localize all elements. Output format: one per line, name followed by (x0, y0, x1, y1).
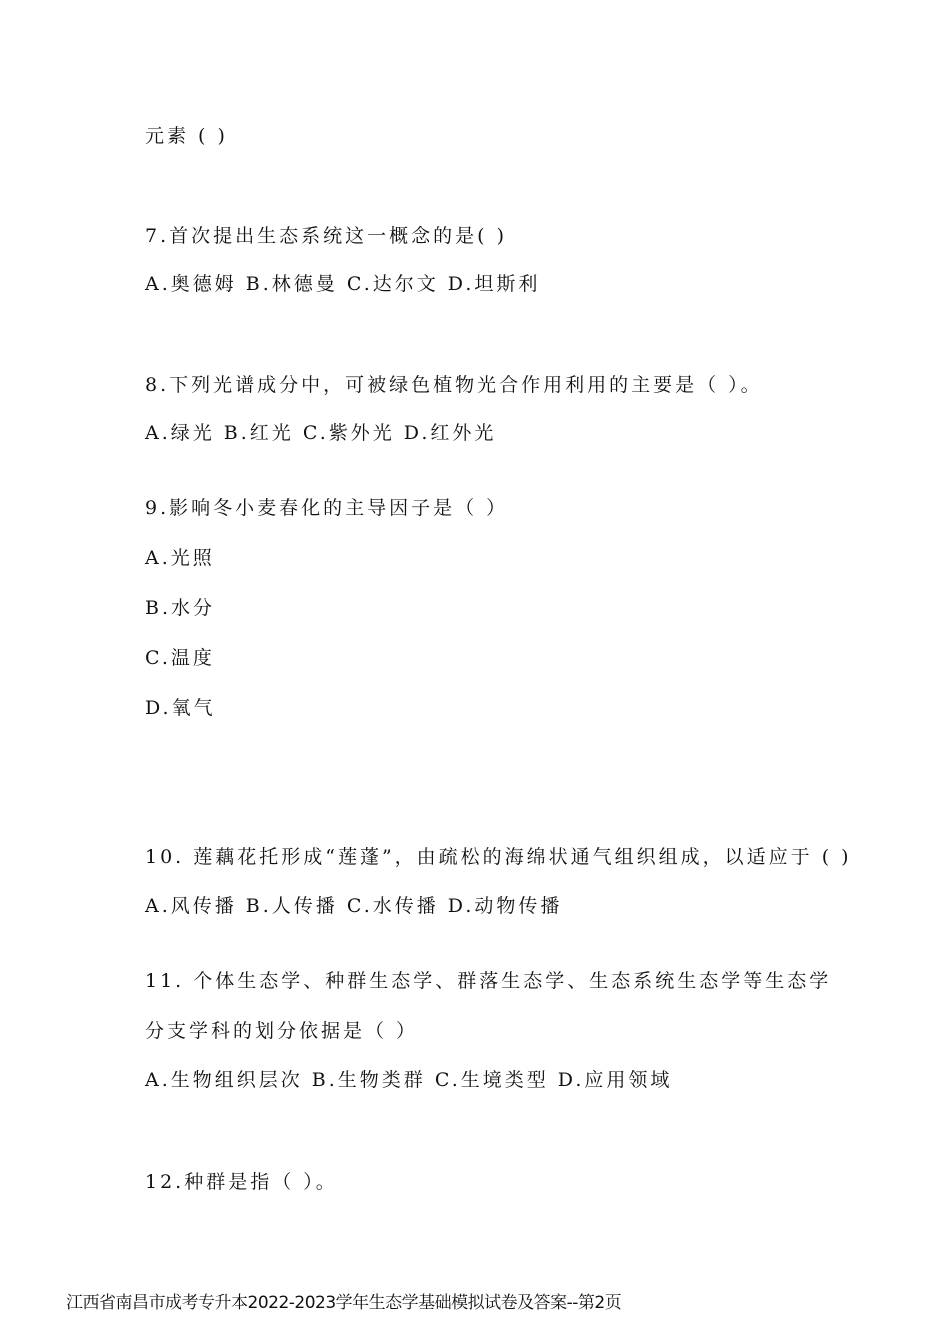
text-line-q6-tail: 元素 ( ) (145, 125, 228, 147)
question-7: 7.首次提出生态系统这一概念的是( ) (145, 225, 507, 247)
question-8: 8.下列光谱成分中，可被绿色植物光合作用利用的主要是（ ）。 (145, 374, 763, 396)
question-12: 12.种群是指（ ）。 (145, 1171, 338, 1193)
question-9: 9.影响冬小麦春化的主导因子是（ ） (145, 497, 509, 519)
question-10-options: A.风传播 B.人传播 C.水传播 D.动物传播 (145, 895, 563, 917)
question-9-option-a: A.光照 (145, 547, 215, 569)
question-11: 11. 个体生态学、种群生态学、群落生态学、生态系统生态学等生态学 (145, 970, 832, 992)
question-10: 10. 莲藕花托形成“莲蓬”，由疏松的海绵状通气组织组成，以适应于 ( ) (145, 846, 852, 868)
question-9-option-d: D.氧气 (145, 697, 216, 719)
page-footer: 江西省南昌市成考专升本2022-2023学年生态学基础模拟试卷及答案--第2页 (66, 1293, 622, 1313)
question-7-options: A.奥德姆 B.林德曼 C.达尔文 D.坦斯利 (145, 273, 541, 295)
question-9-option-c: C.温度 (145, 647, 215, 669)
question-11-continued: 分支学科的划分依据是（ ） (145, 1020, 419, 1042)
question-11-options: A.生物组织层次 B.生物类群 C.生境类型 D.应用领域 (145, 1069, 673, 1091)
question-9-option-b: B.水分 (145, 597, 216, 619)
question-8-options: A.绿光 B.红光 C.紫外光 D.红外光 (145, 422, 497, 444)
